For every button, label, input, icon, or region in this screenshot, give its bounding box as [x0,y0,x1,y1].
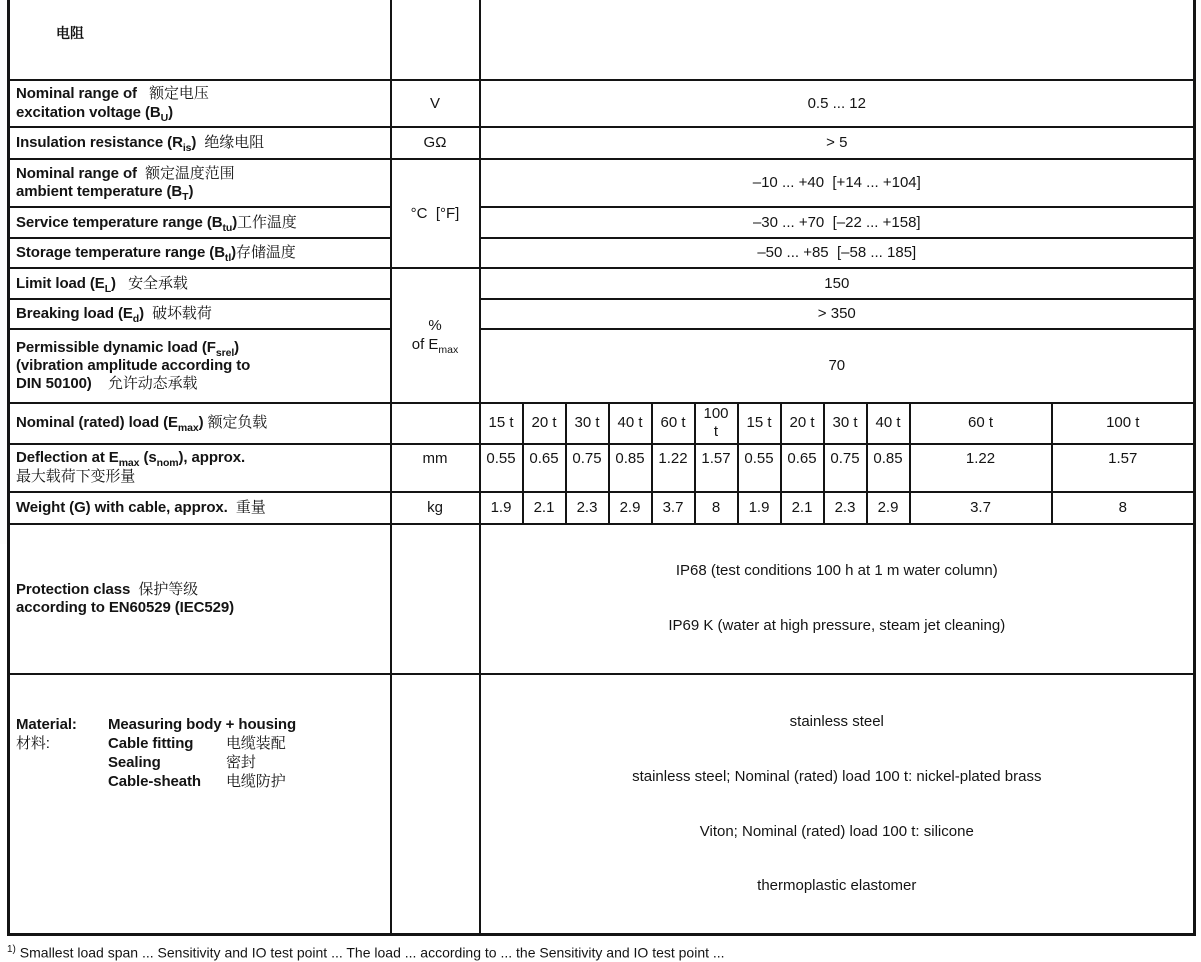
weight-value: 2.9 [609,492,652,524]
deflection-value: 1.57 [695,444,738,492]
table-row-excitation-voltage [9,80,1195,127]
weight-value: 2.9 [867,492,910,524]
unit-cell-percent-emax: % of $E_{max}$ [391,268,480,403]
load-column: 20 t [781,403,824,444]
load-column: 40 t [609,403,652,444]
weight-value: 1.9 [738,492,781,524]
material-item-zh: 密封 [226,753,256,771]
material-item-en: Cable fitting [108,734,194,752]
load-column: 30 t [824,403,867,444]
material-item-en: Sealing [108,753,161,771]
material-item-en: Measuring body + housing [108,715,297,733]
material-item-zh: 电缆装配 [226,734,286,752]
value-cell: –50 ... +85 [–58 ... 185] [480,238,1195,268]
clipped-unit-cell [391,0,480,80]
table-row-limit-load [9,268,1195,299]
unit-cell: GΩ [391,127,480,159]
unit-cell-empty [391,403,480,444]
table-row-nominal-load [9,403,1195,444]
specification-table [7,0,1196,936]
table-row-insulation-resistance [9,127,1195,159]
table-row-breaking-load [9,299,1195,329]
load-column: 40 t [867,403,910,444]
value-cell: > 5 [480,127,1195,159]
unit-cell-temperature: °C [°F] [391,159,480,268]
table-row-storage-temperature [9,238,1195,268]
material-value-line: thermoplastic elastomer [757,877,917,895]
table-row-material [9,674,1195,935]
row-label: Limit load $(E_L)$ 安全承载 [9,268,391,299]
value-cell [480,674,1195,935]
load-column: 15 t [738,403,781,444]
protection-line-2: IP69 K (water at high pressure, steam jet cleaning) [668,617,1006,635]
footnote-text: Smallest load span ... Sensitivity and IO test point ... The load ... according to ... the Sensitivity and IO test point ... [15,944,725,961]
material-item-zh: 电缆防护 [226,772,286,790]
deflection-value: 1.22 [652,444,695,492]
load-column: 15 t [480,403,523,444]
deflection-value: 0.55 [738,444,781,492]
table-row-protection-class [9,524,1195,674]
row-label: Permissible dynamic load $(F_{srel})$ (vibration amplitude according to DIN 50100) 允许动态承载 [9,329,391,403]
row-label: Nominal range of 额定温度范围 ambient temperature $(B_T)$ [9,159,391,207]
deflection-value: 1.57 [1052,444,1195,492]
deflection-value: 0.65 [781,444,824,492]
load-column: 30 t [566,403,609,444]
unit-cell: mm [391,444,480,492]
weight-value: 2.3 [566,492,609,524]
deflection-value: 0.65 [523,444,566,492]
value-cell: –30 ... +70 [–22 ... +158] [480,207,1195,238]
value-cell: –10 ... +40 [+14 ... +104] [480,159,1195,207]
clipped-value-cell [480,0,1195,80]
weight-value: 1.9 [480,492,523,524]
row-label: Protection class 保护等级 according to EN60529 (IEC529) [9,524,391,674]
weight-value: 2.1 [523,492,566,524]
row-label: Nominal (rated) load $(E_{max})$ 额定负载 [9,403,391,444]
clipped-label-cell [9,0,391,80]
unit-cell: kg [391,492,480,524]
clipped-glyph-bottoms: 电阻 [56,24,84,41]
footnote-clipped [7,941,1193,962]
load-column: 60 t [910,403,1052,444]
table-row-weight [9,492,1195,524]
row-label: Nominal range of 额定电压 excitation voltage $(B_U)$ [9,80,391,127]
weight-value: 2.1 [781,492,824,524]
deflection-value: 1.22 [910,444,1052,492]
load-column: 60 t [652,403,695,444]
table-row-service-temperature [9,207,1195,238]
material-value-line: stainless steel; Nominal (rated) load 100 t: nickel-plated brass [632,767,1042,785]
value-cell: 70 [480,329,1195,403]
table-row-clipped-top [9,0,1195,80]
load-column: 100 t [1052,403,1195,444]
protection-line-1: IP68 (test conditions 100 h at 1 m water column) [675,562,998,580]
material-value-line: Viton; Nominal (rated) load 100 t: silicone [699,822,974,840]
load-column: 20 t [523,403,566,444]
deflection-value: 0.55 [480,444,523,492]
row-label: Service temperature range $(B_{tu})$工作温度 [9,207,391,238]
unit-cell: V [391,80,480,127]
material-heading-zh: 材料: [16,734,50,752]
material-label-grid [16,715,386,791]
value-cell: > 350 [480,299,1195,329]
table-row-ambient-temperature [9,159,1195,207]
row-label: Deflection at $E_{max}$ $(s_{nom})$, approx. 最大载荷下变形量 [9,444,391,492]
table-row-deflection [9,444,1195,492]
weight-value: 3.7 [652,492,695,524]
unit-cell-empty [391,674,480,935]
load-column: 100 t [695,403,738,444]
deflection-value: 0.75 [824,444,867,492]
material-heading-en: Material: [16,715,77,733]
unit-cell-empty [391,524,480,674]
table-row-permissible-dynamic-load [9,329,1195,403]
value-cell [480,524,1195,674]
row-label: Storage temperature range $(B_{tl})$存储温度 [9,238,391,268]
value-cell: 0.5 ... 12 [480,80,1195,127]
weight-value: 8 [1052,492,1195,524]
deflection-value: 0.85 [609,444,652,492]
weight-value: 2.3 [824,492,867,524]
deflection-value: 0.75 [566,444,609,492]
deflection-value: 0.85 [867,444,910,492]
footnote-marker: 1) [7,944,16,956]
material-item-en: Cable-sheath [108,772,201,790]
weight-value: 8 [695,492,738,524]
row-label: Weight (G) with cable, approx. 重量 [9,492,391,524]
value-cell: 150 [480,268,1195,299]
material-value-line: stainless steel [789,712,884,730]
weight-value: 3.7 [910,492,1052,524]
row-label: Breaking load $(E_d)$ 破坏载荷 [9,299,391,329]
row-label [9,674,391,935]
row-label: Insulation resistance $(R_{is})$ 绝缘电阻 [9,127,391,159]
